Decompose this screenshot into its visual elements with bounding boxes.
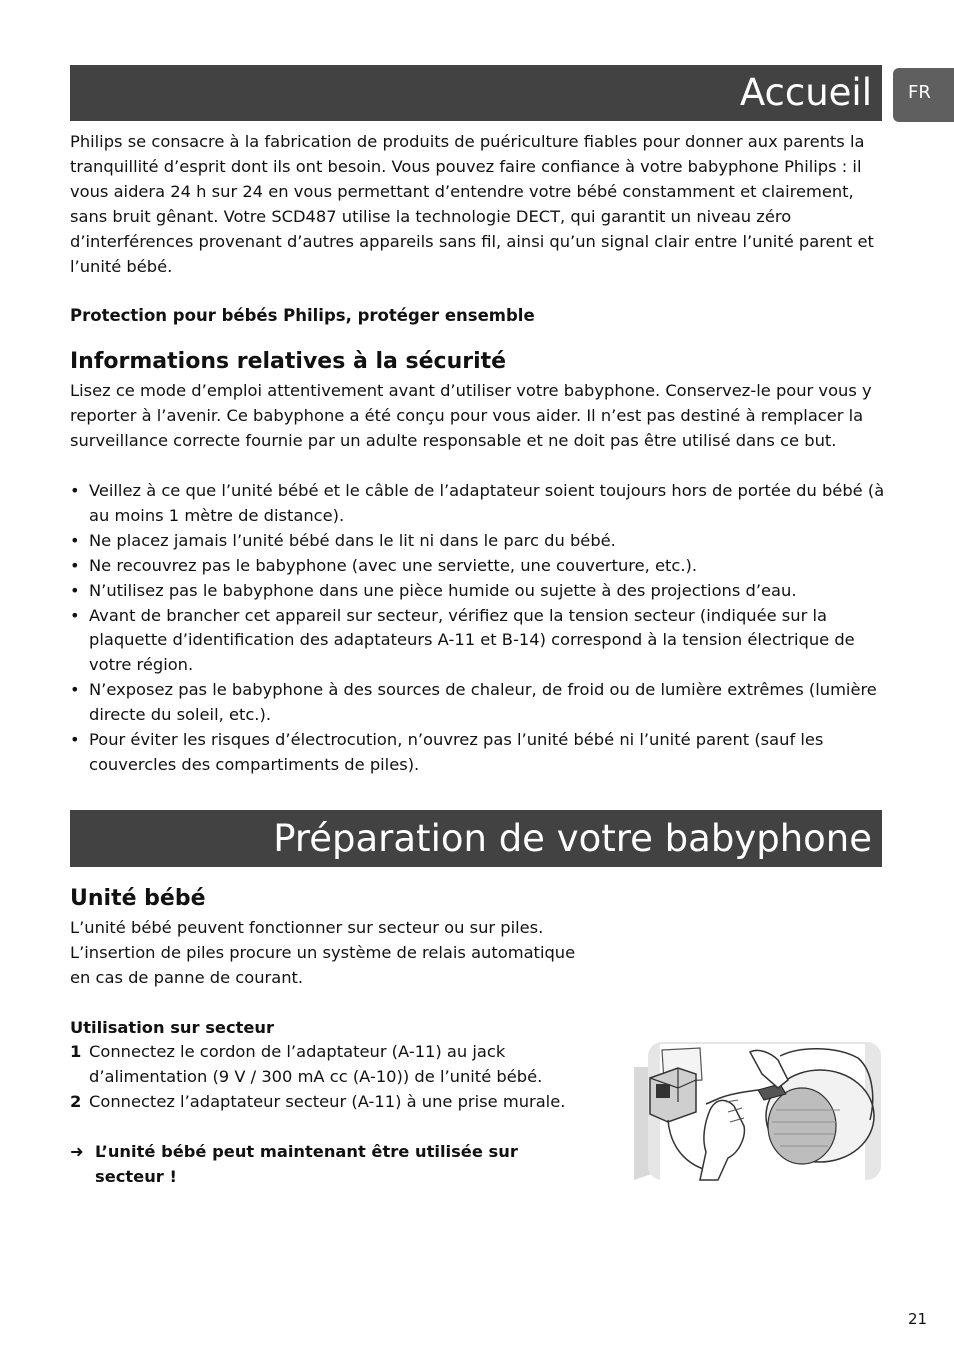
- baby-unit-heading: Unité bébé: [70, 886, 206, 911]
- list-item: • N’exposez pas le babyphone à des sources de chaleur, de froid ou de lumière extrêmes (lumière directe du soleil, etc.).: [70, 678, 885, 728]
- intro-paragraph: Philips se consacre à la fabrication de produits de puériculture fiables pour donner aux parents la tranquillité d’esprit dont ils ont besoin. Vous pouvez faire confiance à votre babyphone Philips : il vous aidera 24 h sur 24 en vous permettant d’entendre votre bébé constamment et clairement, sans bruit gênant. Votre SCD487 utilise la technologie DECT, qui garantit un niveau zéro d’interférences provenant d’autres appareils sans fil, ainsi qu’un signal clair entre l’unité parent et l’unité bébé.: [70, 132, 874, 276]
- result-note: [70, 1140, 550, 1190]
- step-text: Connectez le cordon de l’adaptateur (A-11) au jack d’alimentation (9 V / 300 mA cc (A-10)) de l’unité bébé.: [89, 1042, 543, 1086]
- list-item: • Avant de brancher cet appareil sur secteur, vérifiez que la tension secteur (indiquée sur la plaquette d’identification des adaptateurs A-11 et B-14) correspond à la tension électrique de votre région.: [70, 604, 885, 679]
- section-header-preparation: [70, 810, 882, 867]
- mains-subheading: Utilisation sur secteur: [70, 1018, 275, 1037]
- result-line: [70, 1140, 550, 1190]
- section-title: Préparation de votre babyphone: [273, 817, 872, 860]
- page-number: 21: [908, 1310, 928, 1328]
- step-number: 2: [70, 1091, 82, 1111]
- arrow-right-icon: ➜: [70, 1142, 84, 1161]
- step-item: [70, 1090, 590, 1115]
- section-header-accueil: [70, 65, 882, 121]
- safety-section: [70, 379, 885, 454]
- adapter-connection-illustration: [630, 1040, 883, 1181]
- safety-list-container: [70, 479, 885, 778]
- tagline: Protection pour bébés Philips, protéger ensemble: [70, 306, 535, 325]
- step-number: 1: [70, 1042, 82, 1061]
- list-item: • Pour éviter les risques d’électrocution, n’ouvrez pas l’unité bébé ni l’unité parent (sauf les couvercles des compartiments de piles).: [70, 728, 885, 778]
- list-item: • Veillez à ce que l’unité bébé et le câble de l’adaptateur soient toujours hors de portée du bébé (à au moins 1 mètre de distance).: [70, 479, 885, 529]
- safety-paragraph: Lisez ce mode d’emploi attentivement avant d’utiliser votre babyphone. Conservez-le pour vous y reporter à l’avenir. Ce babyphone a été conçu pour vous aider. Il n’est pas destiné à remplacer la surveillance correcte fournie par un adulte responsable et ne doit pas être utilisé dans ce but.: [70, 381, 872, 450]
- list-item: • Ne placez jamais l’unité bébé dans le lit ni dans le parc du bébé.: [70, 529, 885, 554]
- list-item: • N’utilisez pas le babyphone dans une pièce humide ou sujette à des projections d’eau.: [70, 579, 885, 604]
- step-text: Connectez l’adaptateur secteur (A-11) à une prise murale.: [89, 1091, 566, 1111]
- language-tab: FR: [893, 68, 954, 122]
- section-title: Accueil: [739, 71, 872, 114]
- intro-section: [70, 130, 885, 279]
- step-item: [70, 1040, 590, 1090]
- safety-heading: Informations relatives à la sécurité: [70, 349, 507, 374]
- list-item: • Ne recouvrez pas le babyphone (avec une serviette, une couverture, etc.).: [70, 554, 885, 579]
- baby-unit-section: [70, 916, 590, 991]
- safety-list: [70, 479, 885, 778]
- steps-list: [70, 1040, 590, 1115]
- result-text: L’unité bébé peut maintenant être utilisée sur secteur !: [95, 1142, 518, 1186]
- baby-unit-paragraph: L’unité bébé peuvent fonctionner sur secteur ou sur piles. L’insertion de piles procure un système de relais automatique en cas de panne de courant.: [70, 918, 576, 987]
